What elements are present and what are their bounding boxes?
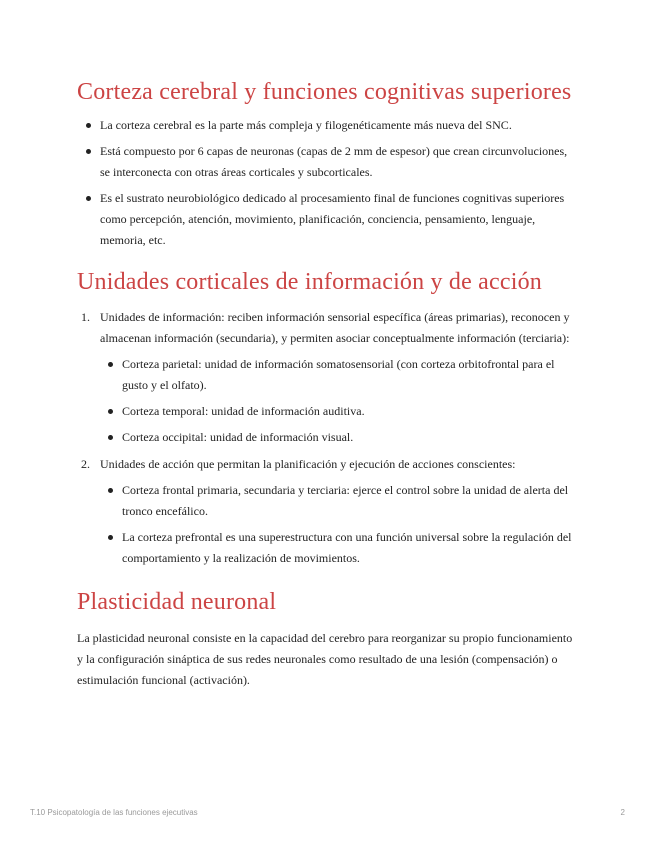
- sub-list-item: [100, 527, 577, 569]
- sub-list-item: [100, 480, 577, 522]
- list-item-text: La corteza cerebral es la parte más compleja y filogenéticamente más nueva del SNC.: [100, 118, 512, 132]
- list-item: [77, 188, 577, 251]
- item-number: 2.: [81, 457, 90, 471]
- sub-list-item: [100, 354, 577, 396]
- page-content: [77, 78, 577, 691]
- numbered-item-accion: [77, 454, 577, 569]
- sub-list-item: [100, 401, 577, 422]
- section-heading-plasticidad: Plasticidad neuronal: [77, 589, 277, 615]
- numbered-item-informacion: [77, 307, 577, 448]
- list-item: [77, 115, 577, 136]
- footer-title: T.10 Psicopatología de las funciones ejecutivas: [30, 808, 198, 817]
- plasticidad-paragraph: La plasticidad neuronal consiste en la capacidad del cerebro para reorganizar su propio funcionamiento y la configuración sináptica de sus redes neuronales como resultado de una lesión (compensación) o estimulación funcional (activación).: [77, 631, 573, 687]
- unidades-numbered-list: [77, 307, 577, 569]
- sub-item-text: Corteza parietal: unidad de información somatosensorial (con corteza orbitofrontal para el gusto y el olfato).: [122, 357, 555, 392]
- page-footer: [30, 808, 625, 817]
- sub-item-text: Corteza temporal: unidad de información auditiva.: [122, 404, 365, 418]
- section-heading-corteza: Corteza cerebral y funciones cognitivas superiores: [77, 79, 572, 105]
- item-text: Unidades de información: reciben información sensorial específica (áreas primarias), reconocen y almacenan información (secundaria), y permiten asociar conceptualmente información (terciaria):: [100, 310, 570, 345]
- sub-item-text: Corteza occipital: unidad de información visual.: [122, 430, 354, 444]
- sub-item-text: La corteza prefrontal es una superestructura con una función universal sobre la regulación del comportamiento y la realización de movimientos.: [122, 530, 572, 565]
- list-item: [77, 141, 577, 183]
- page-number: 2: [620, 808, 625, 817]
- list-item-text: Es el sustrato neurobiológico dedicado al procesamiento final de funciones cognitivas superiores como percepción, atención, movimiento, planificación, conciencia, pensamiento, lenguaje, memoria, etc.: [100, 191, 565, 247]
- corteza-bullet-list: [77, 115, 577, 251]
- sub-list-accion: [100, 480, 577, 569]
- item-number: 1.: [81, 310, 90, 324]
- sub-list-informacion: [100, 354, 577, 448]
- section-heading-unidades: Unidades corticales de información y de acción: [77, 269, 543, 295]
- sub-item-text: Corteza frontal primaria, secundaria y terciaria: ejerce el control sobre la unidad de alerta del tronco encefálico.: [122, 483, 569, 518]
- item-text: Unidades de acción que permitan la planificación y ejecución de acciones conscientes:: [100, 457, 516, 471]
- list-item-text: Está compuesto por 6 capas de neuronas (capas de 2 mm de espesor) que crean circunvoluciones, se interconecta con otras áreas corticales y subcorticales.: [100, 144, 568, 179]
- sub-list-item: [100, 427, 577, 448]
